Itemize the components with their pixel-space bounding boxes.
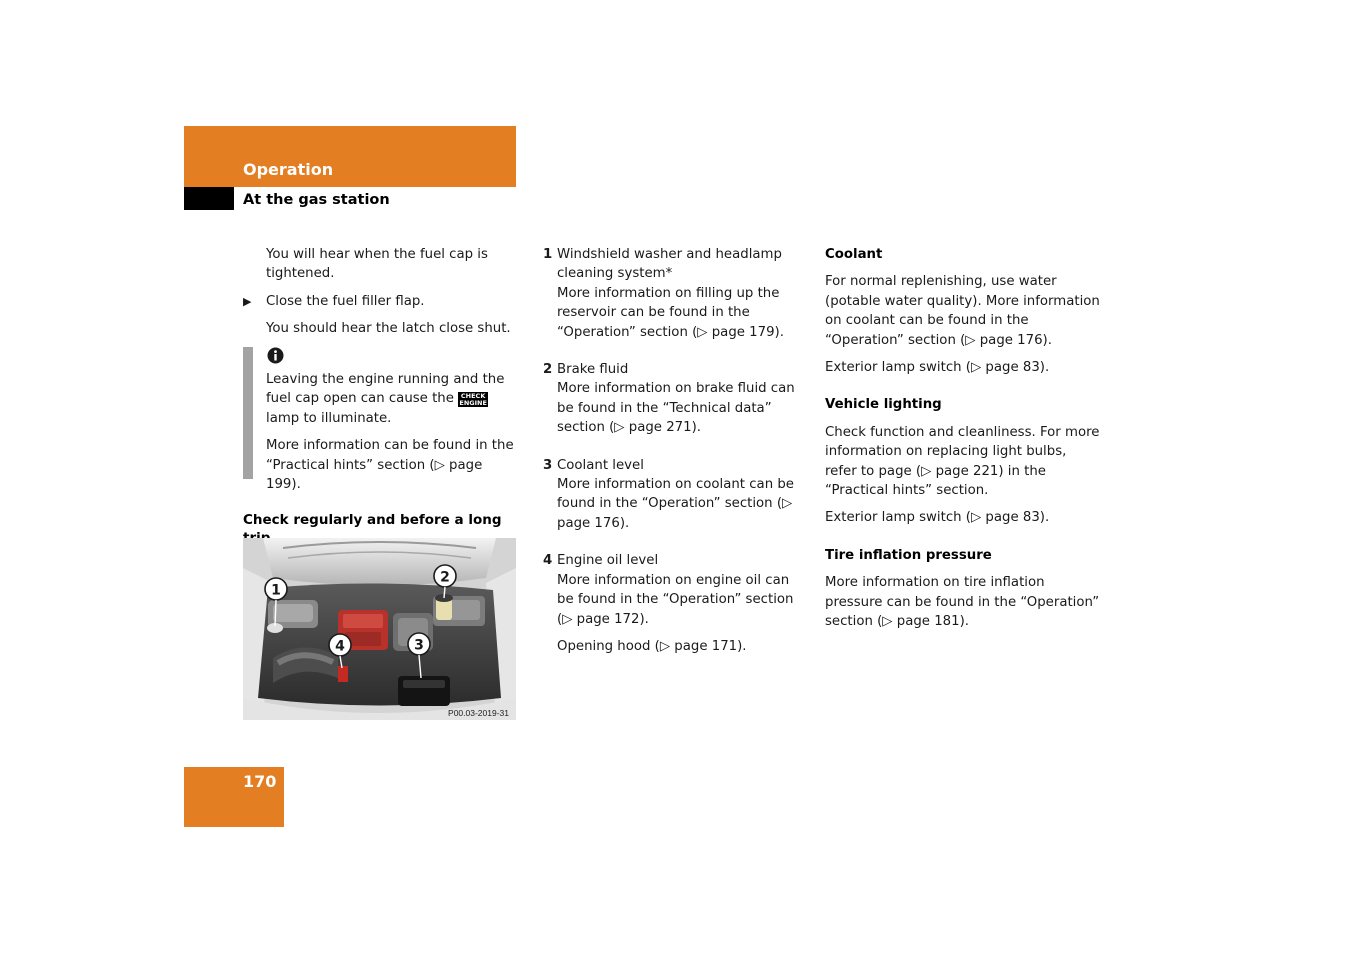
item-number: 3 — [543, 457, 553, 473]
column-middle — [543, 245, 808, 656]
item-title: Coolant level — [557, 457, 644, 473]
instruction-text: Close the fuel filler flap. — [266, 293, 425, 309]
check-regularly-heading: Check regularly and before a long — [243, 511, 516, 555]
info-more-text: More information can be found in the “Practical hints” section (▷ page 199). — [266, 438, 514, 493]
item-number: 1 — [543, 247, 553, 262]
coolant-reference: Exterior lamp switch (▷ page 83). — [825, 360, 1050, 376]
info-text-end: lamp to illuminate. — [266, 410, 392, 426]
item-title: Windshield washer and headlamp cleaning system* — [557, 247, 782, 282]
callout-1: 1 — [271, 582, 281, 599]
lamp-line-1: CHECK — [460, 392, 486, 401]
item-text: More information on filling up the reservoir can be found in the “Operation” section (▷ page 179). — [557, 285, 784, 340]
bullet-arrow-icon: ▶ — [243, 294, 252, 308]
section-header-bar — [184, 126, 516, 187]
callout-3: 3 — [414, 637, 424, 654]
opening-hood-ref: Opening hood (▷ page 171). — [557, 638, 747, 654]
figure-code: P00.03-2019-31 — [448, 708, 509, 718]
subsection-title: At the gas station — [243, 192, 390, 208]
fuel-cap-paragraph: You will hear when the fuel cap is tightened. — [266, 247, 488, 282]
page-number: 170 — [243, 772, 277, 791]
callout-2: 2 — [440, 569, 450, 586]
item-text: More information on engine oil can be found in the “Operation” section (▷ page 172). — [557, 572, 794, 627]
column-left — [243, 245, 519, 555]
item-title: Engine oil level — [557, 553, 659, 569]
tire-pressure-paragraph: More information on tire inflation pressure can be found in the “Operation” section (▷ page 181). — [825, 575, 1100, 630]
coolant-heading: Coolant — [825, 247, 883, 262]
item-number: 2 — [543, 362, 553, 378]
vehicle-lighting-heading: Vehicle lighting — [825, 397, 942, 413]
vehicle-lighting-reference: Exterior lamp switch (▷ page 83). — [825, 510, 1050, 526]
tire-pressure-heading: Tire inflation pressure — [825, 547, 992, 563]
callout-4: 4 — [335, 638, 345, 655]
latch-paragraph: You should hear the latch close shut. — [266, 321, 511, 337]
engine-compartment-figure — [243, 538, 516, 720]
engine-illustration — [243, 538, 516, 720]
item-title: Brake fluid — [557, 362, 629, 378]
list-item — [543, 360, 808, 438]
column-right — [825, 245, 1100, 632]
check-engine-lamp-icon — [458, 392, 488, 407]
item-number: 4 — [543, 553, 553, 569]
section-title: Operation — [243, 160, 334, 179]
vehicle-lighting-paragraph: Check function and cleanliness. For more information on replacing light bulbs, refer to page (▷ page 221) in the “Practical hints” section. — [825, 424, 1100, 499]
info-note-bar — [243, 347, 253, 479]
item-text: More information on brake fluid can be found in the “Technical data” section (▷ page 271). — [557, 381, 795, 436]
list-item — [543, 245, 808, 342]
info-text-start: Leaving the engine running and the fuel cap open can cause the — [266, 372, 505, 407]
subsection-marker — [184, 187, 234, 210]
instruction-step — [243, 292, 519, 311]
info-text — [266, 370, 519, 428]
item-text: More information on coolant can be found in the “Operation” section (▷ page 176). — [557, 477, 794, 531]
info-note — [243, 347, 519, 495]
lamp-line-2: ENGINE — [459, 399, 487, 408]
list-item — [543, 456, 808, 534]
coolant-paragraph: For normal replenishing, use water (potable water quality). More information on coolant can be found in the “Operation” section (▷ page 176). — [825, 274, 1100, 348]
info-icon — [267, 347, 284, 364]
list-item — [543, 551, 808, 629]
